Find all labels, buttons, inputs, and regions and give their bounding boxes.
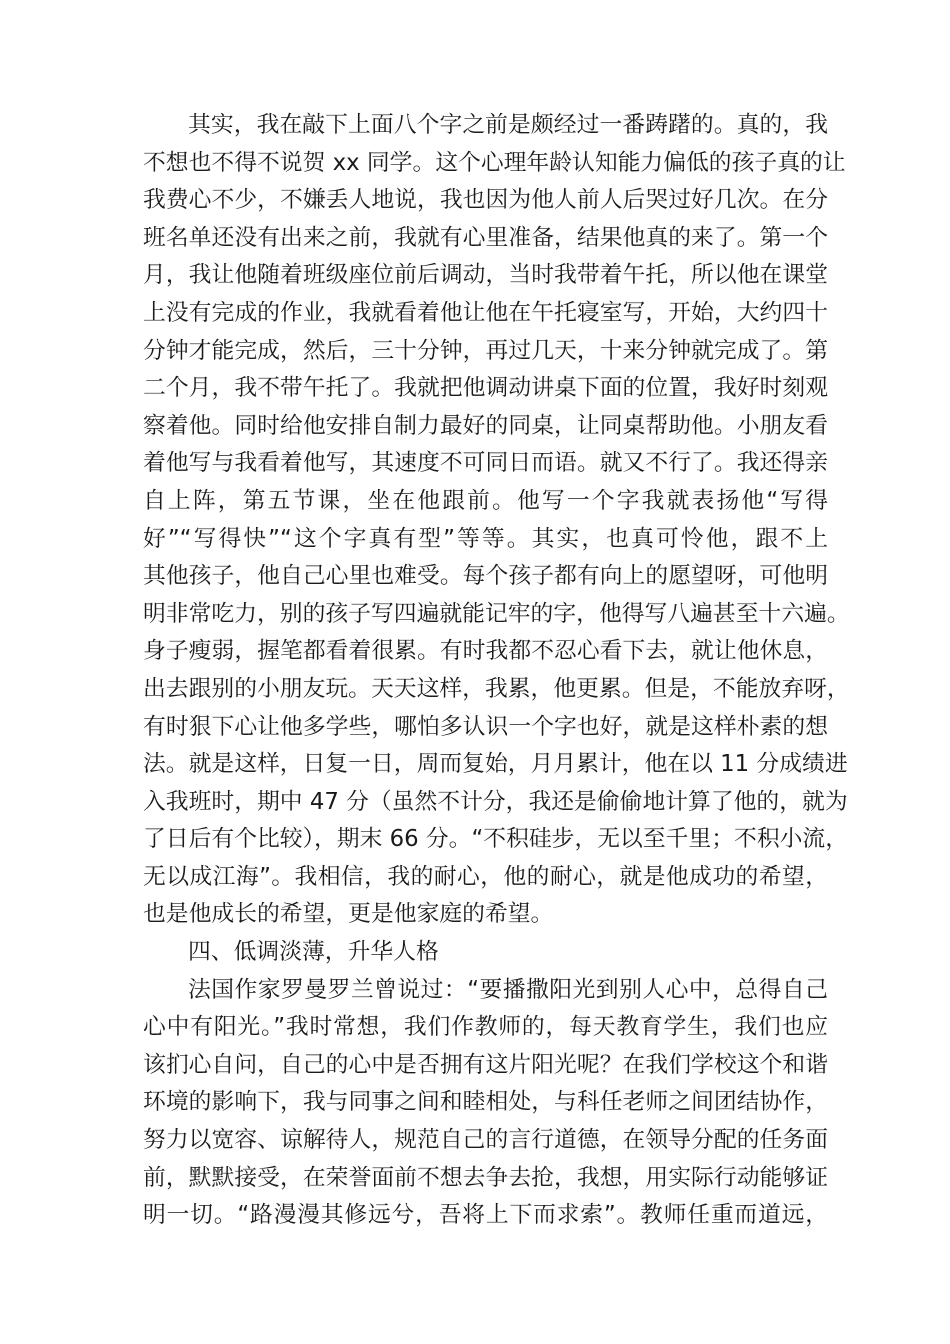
text-line: 着他写与我看着他写，其速度不可同日而语。就又不行了。我还得亲 xyxy=(143,450,828,477)
text-line: 该扪心自问，自己的心中是否拥有这片阳光呢？在我们学校这个和谐 xyxy=(143,1051,828,1078)
text-line: 环境的影响下，我与同事之间和睦相处，与科任老师之间团结协作， xyxy=(143,1089,828,1116)
heading-text: 四、低调淡薄，升华人格 xyxy=(188,939,439,966)
paragraph-sunshine xyxy=(143,972,828,1235)
text-line: 其他孩子，他自己心里也难受。每个孩子都有向上的愿望呀，可他明 xyxy=(143,563,828,590)
text-line: 明非常吃力，别的孩子写四遍就能记牢的字，他得写八遍甚至十六遍。 xyxy=(143,600,850,627)
text-line: 班名单还没有出来之前，我就有心里准备，结果他真的来了。第一个 xyxy=(143,224,828,251)
text-line: 有时狠下心让他多学些，哪怕多认识一个字也好，就是这样朴素的想 xyxy=(143,713,828,740)
text-line: 无以成江海”。我相信，我的耐心，他的耐心，就是他成功的希望， xyxy=(143,863,828,890)
text-line: 身子瘦弱，握笔都看着很累。有时我都不忍心看下去，就让他休息， xyxy=(143,638,828,665)
text-line: 好”“写得快”“这个字真有型”等等。其实，也真可怜他，跟不上 xyxy=(143,525,828,552)
text-line: 察着他。同时给他安排自制力最好的同桌，让同桌帮助他。小朋友看 xyxy=(143,412,828,439)
text-line: 上没有完成的作业，我就看着他让他在午托寝室写，开始，大约四十 xyxy=(143,299,828,326)
text-line: 不想也不得不说贺 xx 同学。这个心理年龄认知能力偏低的孩子真的让 xyxy=(143,149,846,176)
text-line: 其实，我在敲下上面八个字之前是颇经过一番踌躇的。真的，我 xyxy=(188,112,828,138)
text-line: 自上阵，第五节课，坐在他跟前。他写一个字我就表扬他“写得 xyxy=(143,487,828,514)
document-body xyxy=(143,107,850,1235)
text-line: 法国作家罗曼罗兰曾说过：“要播撒阳光到别人心中，总得自己 xyxy=(188,976,828,1003)
text-line: 月，我让他随着班级座位前后调动，当时我带着午托，所以他在课堂 xyxy=(143,262,828,289)
text-line: 法。就是这样，日复一日，周而复始，月月累计，他在以 11 分成绩进 xyxy=(143,751,848,778)
text-line: 努力以宽容、谅解待人，规范自己的言行道德，在领导分配的任务面 xyxy=(143,1127,828,1154)
text-line: 心中有阳光。”我时常想，我们作教师的，每天教育学生，我们也应 xyxy=(143,1014,828,1041)
text-line: 入我班时，期中 47 分（虽然不计分，我还是偷偷地计算了他的，就为 xyxy=(143,788,848,815)
section-heading xyxy=(143,934,828,972)
text-line: 了日后有个比较），期末 66 分。“不积硅步，无以至千里；不积小流， xyxy=(143,826,849,853)
text-line: 前，默默接受，在荣誉面前不想去争去抢，我想，用实际行动能够证 xyxy=(143,1164,828,1191)
text-line: 二个月，我不带午托了。我就把他调动讲桌下面的位置，我好时刻观 xyxy=(143,375,828,402)
text-line: 我费心不少，不嫌丢人地说，我也因为他人前人后哭过好几次。在分 xyxy=(143,187,828,214)
text-line: 明一切。“路漫漫其修远兮，吾将上下而求索”。教师任重而道远， xyxy=(143,1202,828,1229)
text-line: 分钟才能完成，然后，三十分钟，再过几天，十来分钟就完成了。第 xyxy=(143,337,828,364)
text-line: 出去跟别的小朋友玩。天天这样，我累，他更累。但是，不能放弃呀， xyxy=(143,675,850,702)
paragraph-story xyxy=(143,107,850,934)
text-line: 也是他成长的希望，更是他家庭的希望。 xyxy=(143,901,554,928)
